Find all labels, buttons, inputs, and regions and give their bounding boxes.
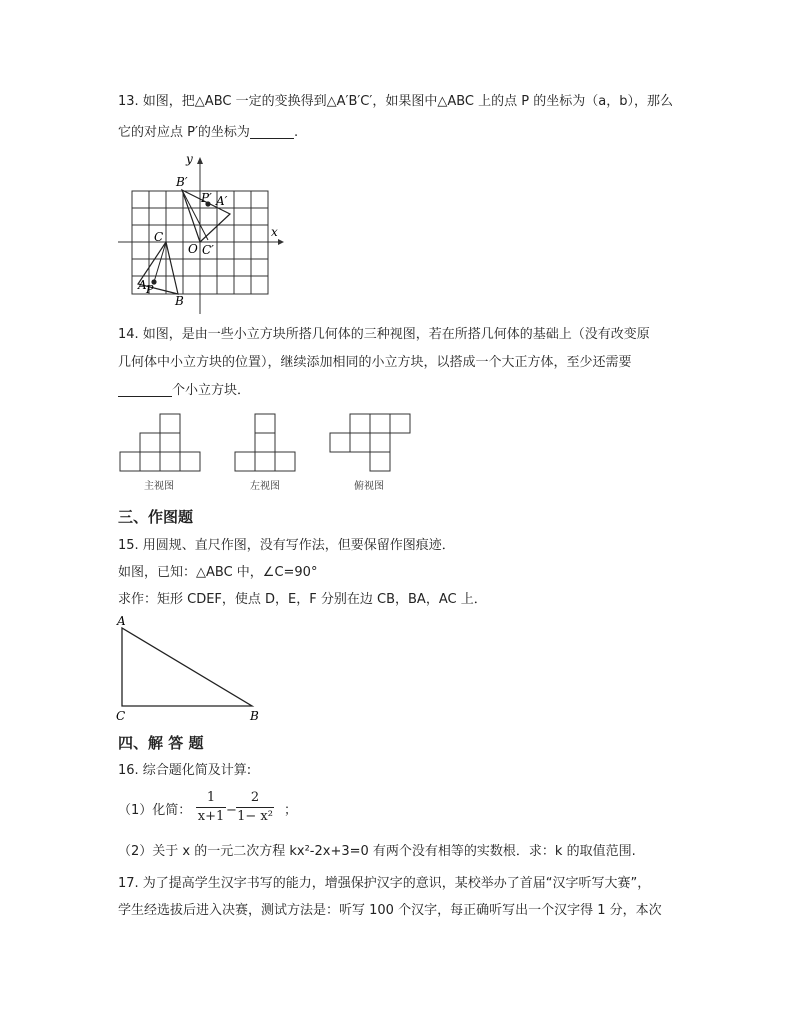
front-view-cell <box>160 452 180 471</box>
q13-coordinate-figure <box>118 150 288 320</box>
top-view-cell <box>370 433 390 452</box>
label-c-prime: C′ <box>202 243 214 257</box>
q16-part1-prefix: （1）化简： <box>118 803 192 818</box>
top-view-cell <box>370 452 390 471</box>
label-b: B <box>175 294 184 308</box>
section-title-4: 四、解 答 题 <box>118 734 204 752</box>
minus-sign: − <box>226 803 237 818</box>
q15-text-line2: 如图，已知：△ABC 中，∠C=90° <box>118 565 318 580</box>
label-c: C <box>116 709 126 723</box>
answer-blank-14 <box>118 382 172 397</box>
q15-right-triangle-figure <box>112 612 272 724</box>
label-y: y <box>186 152 193 166</box>
q14-views-figure <box>110 405 420 495</box>
q14-text-line3 <box>118 382 250 400</box>
top-view-cell <box>370 414 390 433</box>
caption-left-view: 左视图 <box>250 481 280 492</box>
top-view-cell <box>350 433 370 452</box>
q16-text-line1: 16. 综合题化简及计算: <box>118 763 252 778</box>
caption-top-view: 俯视图 <box>354 481 384 492</box>
fraction-2-denominator: 1− x² <box>237 809 273 824</box>
q13-line2-end: . <box>293 125 299 140</box>
answer-blank-13 <box>250 124 294 139</box>
section-title-3: 三、作图题 <box>118 508 194 526</box>
label-p: P <box>146 283 154 296</box>
fraction-2-bar <box>236 807 274 808</box>
top-view-cell <box>390 414 410 433</box>
label-b-prime: B′ <box>176 175 188 189</box>
triangle-abc-right <box>122 628 252 706</box>
q14-text-line1: 14. 如图，是由一些小立方块所搭几何体的三种视图，若在所搭几何体的基础上（没有改变原 <box>118 327 650 342</box>
front-view-cell <box>120 452 140 471</box>
fraction-1-denominator: x+1 <box>197 809 225 824</box>
left-view <box>235 414 295 471</box>
q17-text-line2: 学生经选拔后进入决赛，测试方法是：听写 100 个汉字，每正确听写出一个汉字得 1 分，本次 <box>118 903 662 918</box>
label-a: A <box>138 278 147 292</box>
fraction-1-bar <box>196 807 226 808</box>
left-view-cell <box>255 414 275 433</box>
q14-text-line2: 几何体中小立方块的位置），继续添加相同的小立方块，以搭成一个大正方体，至少还需要 <box>118 355 632 370</box>
fraction-2-numerator: 2 <box>250 790 260 805</box>
y-axis-arrow <box>197 157 203 164</box>
fraction-2 <box>236 790 274 825</box>
top-view <box>330 414 410 471</box>
q14-line3-end: 个小立方块． <box>172 383 251 398</box>
x-axis-arrow <box>278 239 284 245</box>
label-x: x <box>271 225 278 239</box>
q15-text-line3: 求作：矩形 CDEF，使点 D，E，F 分别在边 CB，BA，AC 上． <box>118 592 487 607</box>
label-p-prime: P′ <box>201 191 212 205</box>
label-a: A <box>117 614 126 628</box>
label-c: C <box>154 230 164 244</box>
q13-text-line2 <box>118 124 298 142</box>
fraction-1-numerator: 1 <box>206 790 216 805</box>
left-view-cell <box>255 452 275 471</box>
q17-text-line1: 17. 为了提高学生汉字书写的能力，增强保护汉字的意识，某校举办了首届“汉字听写大赛”， <box>118 876 651 891</box>
front-view-cell <box>160 433 180 452</box>
front-view-cell <box>140 452 160 471</box>
label-a-prime: A′ <box>216 194 228 208</box>
fraction-1 <box>196 790 226 825</box>
front-view <box>120 414 200 471</box>
front-view-cell <box>160 414 180 433</box>
q16-part1-end: ； <box>284 803 298 818</box>
front-view-cell <box>140 433 160 452</box>
left-view-cell <box>235 452 255 471</box>
caption-front-view: 主视图 <box>144 481 174 492</box>
front-view-cell <box>180 452 200 471</box>
q16-part2: （2）关于 x 的一元二次方程 kx²-2x+3=0 有两个没有相等的实数根．求：k 的取值范围. <box>118 844 636 859</box>
left-view-cell <box>255 433 275 452</box>
label-b: B <box>250 709 259 723</box>
top-view-cell <box>350 414 370 433</box>
q13-text-line2-body: 它的对应点 P′的坐标为 <box>118 125 250 140</box>
left-view-cell <box>275 452 295 471</box>
top-view-cell <box>330 433 350 452</box>
label-o: O <box>188 242 198 256</box>
q15-text-line1: 15. 用圆规、直尺作图，没有写作法，但要保留作图痕迹． <box>118 538 455 553</box>
q13-text-line1: 13. 如图，把△ABC 一定的变换得到△A′B′C′，如果图中△ABC 上的点 P 的坐标为（a，b），那么 <box>118 94 673 109</box>
